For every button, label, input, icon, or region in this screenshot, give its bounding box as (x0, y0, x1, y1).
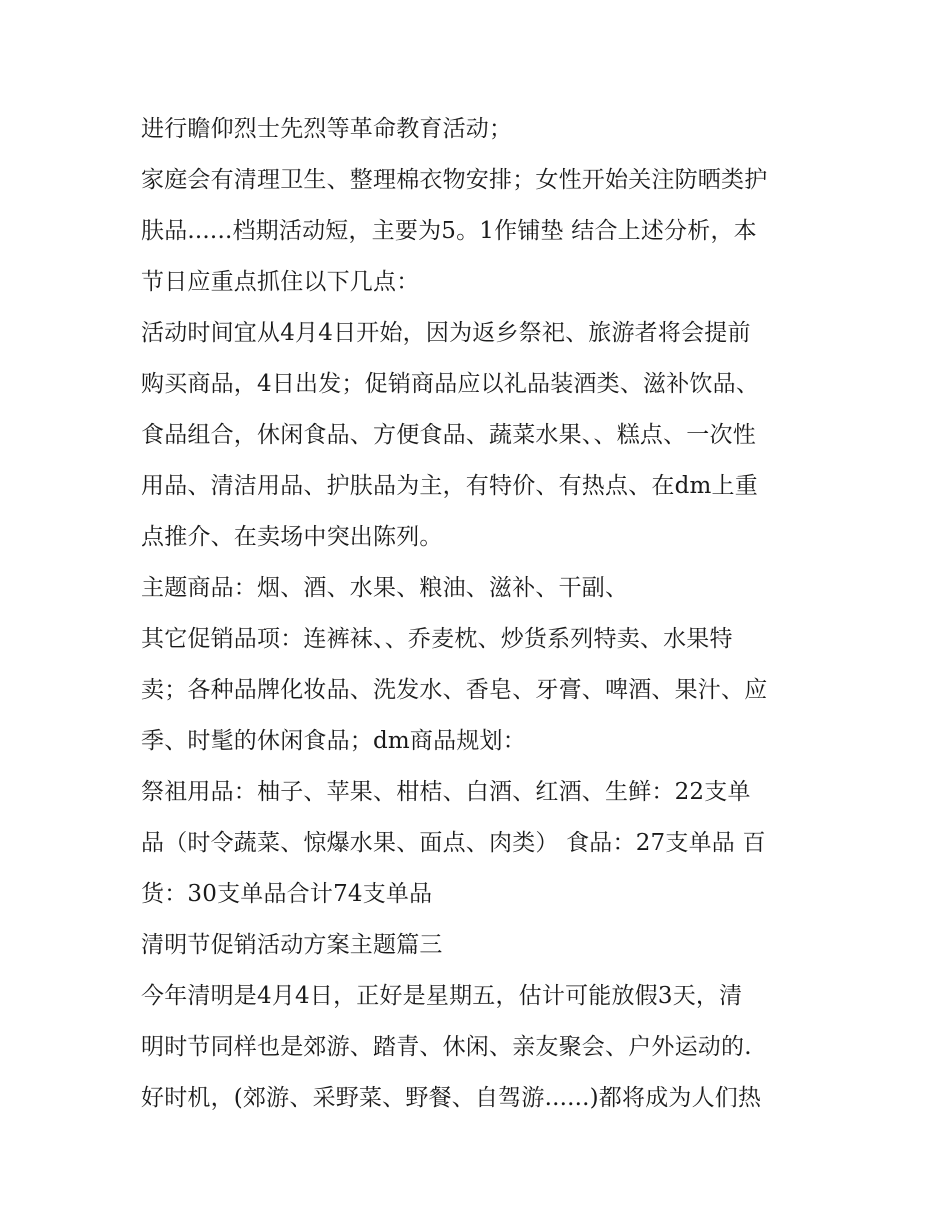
document-body (141, 104, 821, 1124)
text-line: 进行瞻仰烈士先烈等革命教育活动； (141, 116, 513, 142)
text-line: 季、时髦的休闲食品；dm商品规划： (141, 728, 526, 754)
text-line: 家庭会有清理卫生、整理棉衣物安排；女性开始关注防晒类护 (141, 167, 768, 193)
text-line: 主题商品：烟、酒、水果、粮油、滋补、干副、 (141, 575, 629, 601)
text-line: 肤品......档期活动短，主要为5。1作铺垫 结合上述分析，本 (141, 218, 757, 244)
text-line: 食品组合，休闲食品、方便食品、蔬菜水果、、糕点、一次性 (141, 422, 756, 448)
text-line: 卖；各种品牌化妆品、洗发水、香皂、牙膏、啤酒、果汁、应 (141, 677, 768, 703)
text-line: 今年清明是4月4日，正好是星期五，估计可能放假3天，清 (141, 983, 743, 1009)
text-line: 节日应重点抓住以下几点： (141, 269, 420, 295)
text-line: 品（时令蔬菜、惊爆水果、面点、肉类） 食品：27支单品 百 (141, 830, 766, 856)
section-heading: 清明节促销活动方案主题篇三 (141, 932, 443, 958)
text-line: 用品、清洁用品、护肤品为主，有特价、有热点、在dm上重 (141, 473, 758, 499)
text-line: 好时机，(郊游、采野菜、野餐、自驾游......)都将成为人们热 (141, 1085, 762, 1111)
text-line: 明时节同样也是郊游、踏青、休闲、亲友聚会、户外运动的. (141, 1034, 752, 1060)
text-line: 货：30支单品合计74支单品 (141, 881, 433, 907)
text-line: 点推介、在卖场中突出陈列。 (141, 524, 443, 550)
text-line: 活动时间宜从4月4日开始，因为返乡祭祀、旅游者将会提前 (141, 320, 751, 346)
text-line: 祭祖用品：柚子、苹果、柑桔、白酒、红酒、生鲜：22支单 (141, 779, 751, 805)
text-line: 其它促销品项：连裤袜、、乔麦枕、炒货系列特卖、水果特 (141, 626, 733, 652)
text-line: 购买商品，4日出发；促销商品应以礼品装酒类、滋补饮品、 (141, 371, 760, 397)
